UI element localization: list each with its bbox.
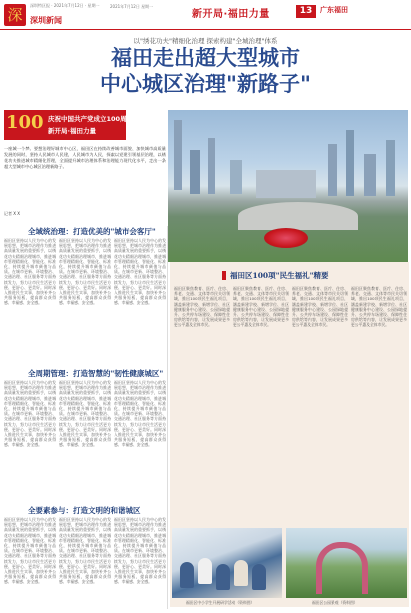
centenary-number: 100 bbox=[6, 112, 44, 133]
sidebar-text-col-3: 福田区聚焦教育、医疗、住房、养老、交通、文体等市民关切领域，推出100项民生福礼项目，涵盖新建学校、新增学位、社区健康服务中心建设、公园绿地提升、公共停车场建设、保障性住房供给等内容，让发展成果更多更公平惠及全体市民。 bbox=[292, 286, 348, 328]
section-name: 深圳新闻 bbox=[30, 16, 62, 25]
masthead bbox=[0, 0, 411, 30]
sidebar-title: 福田区100项"民生福礼"精要 bbox=[230, 271, 329, 280]
page-banner bbox=[192, 2, 411, 22]
brand-label: 广东福田 bbox=[320, 6, 348, 14]
sidebar-text-col-2: 福田区聚焦教育、医疗、住房、养老、交通、文体等市民关切领域，推出100项民生福礼项目，涵盖新建学校、新增学位、社区健康服务中心建设、公园绿地提升、公共停车场建设、保障性住房供给等内容，让发展成果更多更公平惠及全体市民。 bbox=[233, 286, 289, 328]
section-2-title: 全周期管理：打造智慧的"韧性健康城区" bbox=[28, 369, 164, 378]
headline bbox=[0, 45, 411, 97]
park-photo bbox=[286, 528, 407, 598]
section-3-title: 全要素参与：打造文明的和谐城区 bbox=[28, 506, 141, 515]
flower-arch bbox=[316, 542, 368, 594]
civic-plaza bbox=[238, 202, 358, 230]
kicker: 以"绣花功夫"精细化治理 探索构建"全城治理"体系 bbox=[133, 37, 278, 45]
section-1-title: 全域统治理：打造优美的"城市会客厅" bbox=[28, 227, 156, 236]
issue-date: 2021年7月12日 星期一 bbox=[110, 4, 154, 9]
body-text-col-1a: 福田区坚持以人民为中心的发展思想，把城市治理作为推进高质量发展的重要抓手，以绣花功夫精细治理城市，推进城市管理精细化、智能化、标准化，持续提升城市颜值与品质。在城市更新、环境整治、交通治理、社区服务等方面持续发力，努力让市民生活更方便、更舒心、更美好。同时深入推进民生实事，加快补齐公共服务短板，提高群众获得感、幸福感、安全感。 bbox=[4, 238, 56, 306]
body-text-col-3b: 福田区坚持以人民为中心的发展思想，把城市治理作为推进高质量发展的重要抓手，以绣花功夫精细治理城市，推进城市管理精细化、智能化、标准化，持续提升城市颜值与品质。在城市更新、环境整治、交通治理、社区服务等方面持续发力，努力让市民生活更方便、更舒心、更美好。同时深入推进民生实事，加快补齐公共服务短板，提高群众获得感、幸福感、安全感。 bbox=[59, 517, 111, 585]
centenary-line-1: 庆祝中国共产党成立100周年 bbox=[48, 115, 134, 123]
flower-display bbox=[264, 228, 308, 248]
headline-line-1: 福田走出超大型城市 bbox=[111, 45, 300, 70]
students-photo bbox=[172, 528, 282, 598]
body-text-col-1c: 福田区坚持以人民为中心的发展思想，把城市治理作为推进高质量发展的重要抓手，以绣花功夫精细治理城市，推进城市管理精细化、智能化、标准化，持续提升城市颜值与品质。在城市更新、环境整治、交通治理、社区服务等方面持续发力，努力让市民生活更方便、更舒心、更美好。同时深入推进民生实事，加快补齐公共服务短板，提高群众获得感、幸福感、安全感。 bbox=[114, 238, 166, 306]
caption-kids: 福田区中小学生开展研学活动（资料图） bbox=[186, 600, 255, 605]
sidebar-text-col-1: 福田区聚焦教育、医疗、住房、养老、交通、文体等市民关切领域，推出100项民生福礼项目，涵盖新建学校、新增学位、社区健康服务中心建设、公园绿地提升、公共停车场建设、保障性住房供给等内容，让发展成果更多更公平惠及全体市民。 bbox=[174, 286, 230, 328]
body-text-col-1b: 福田区坚持以人民为中心的发展思想，把城市治理作为推进高质量发展的重要抓手，以绣花功夫精细治理城市，推进城市管理精细化、智能化、标准化，持续提升城市颜值与品质。在城市更新、环境整治、交通治理、社区服务等方面持续发力，努力让市民生活更方便、更舒心、更美好。同时深入推进民生实事，加快补齐公共服务短板，提高群众获得感、幸福感、安全感。 bbox=[59, 238, 111, 306]
byline: 记者 X X bbox=[4, 211, 21, 216]
newspaper-logo-icon: 深 bbox=[4, 4, 26, 26]
headline-line-2: 中心城区治理"新路子" bbox=[100, 71, 311, 96]
paper-meta: 深圳特区报 · 2021年7月12日 · 星期一 bbox=[30, 3, 100, 8]
body-text-col-3a: 福田区坚持以人民为中心的发展思想，把城市治理作为推进高质量发展的重要抓手，以绣花功夫精细治理城市，推进城市管理精细化、智能化、标准化，持续提升城市颜值与品质。在城市更新、环境整治、交通治理、社区服务等方面持续发力，努力让市民生活更方便、更舒心、更美好。同时深入推进民生实事，加快补齐公共服务短板，提高群众获得感、幸福感、安全感。 bbox=[4, 517, 56, 585]
body-text-col-2b: 福田区坚持以人民为中心的发展思想，把城市治理作为推进高质量发展的重要抓手，以绣花功夫精细治理城市，推进城市管理精细化、智能化、标准化，持续提升城市颜值与品质。在城市更新、环境整治、交通治理、社区服务等方面持续发力，努力让市民生活更方便、更舒心、更美好。同时深入推进民生实事，加快补齐公共服务短板，提高群众获得感、幸福感、安全感。 bbox=[59, 380, 111, 448]
caption-park: 福田区公园景观（资料图） bbox=[312, 600, 358, 605]
page-number: 13 bbox=[296, 5, 316, 18]
body-text-col-2a: 福田区坚持以人民为中心的发展思想，把城市治理作为推进高质量发展的重要抓手，以绣花功夫精细治理城市，推进城市管理精细化、智能化、标准化，持续提升城市颜值与品质。在城市更新、环境整治、交通治理、社区服务等方面持续发力，努力让市民生活更方便、更舒心、更美好。同时深入推进民生实事，加快补齐公共服务短板，提高群众获得感、幸福感、安全感。 bbox=[4, 380, 56, 448]
headline-area bbox=[0, 30, 411, 108]
centenary-badge bbox=[4, 110, 134, 140]
lead-paragraph: 一座城一个梦。要想治理好城市中心区，福田区在持续改善城市面貌、加快城市高质量发展的同时，坚持人民城市人民建，人民城市为人民，探索以党建引领基层治理，以绣花功夫推进城市精细化管理，全面提升城市治理体系和治理能力现代化水平，走出一条超大型城市中心城区治理新路子。 bbox=[4, 146, 166, 169]
centenary-line-2: 新开局·福田力量 bbox=[48, 127, 96, 135]
sidebar-text-col-4: 福田区聚焦教育、医疗、住房、养老、交通、文体等市民关切领域，推出100项民生福礼项目，涵盖新建学校、新增学位、社区健康服务中心建设、公园绿地提升、公共停车场建设、保障性住房供给等内容，让发展成果更多更公平惠及全体市民。 bbox=[351, 286, 407, 328]
body-text-col-2c: 福田区坚持以人民为中心的发展思想，把城市治理作为推进高质量发展的重要抓手，以绣花功夫精细治理城市，推进城市管理精细化、智能化、标准化，持续提升城市颜值与品质。在城市更新、环境整治、交通治理、社区服务等方面持续发力，努力让市民生活更方便、更舒心、更美好。同时深入推进民生实事，加快补齐公共服务短板，提高群众获得感、幸福感、安全感。 bbox=[114, 380, 166, 448]
body-text-col-3c: 福田区坚持以人民为中心的发展思想，把城市治理作为推进高质量发展的重要抓手，以绣花功夫精细治理城市，推进城市管理精细化、智能化、标准化，持续提升城市颜值与品质。在城市更新、环境整治、交通治理、社区服务等方面持续发力，努力让市民生活更方便、更舒心、更美好。同时深入推进民生实事，加快补齐公共服务短板，提高群众获得感、幸福感、安全感。 bbox=[114, 517, 166, 585]
column-divider bbox=[167, 226, 168, 609]
sidebar-title-marker bbox=[222, 271, 226, 280]
page-title: 新开局·福田力量 bbox=[192, 9, 270, 20]
city-skyline-photo bbox=[168, 110, 408, 262]
